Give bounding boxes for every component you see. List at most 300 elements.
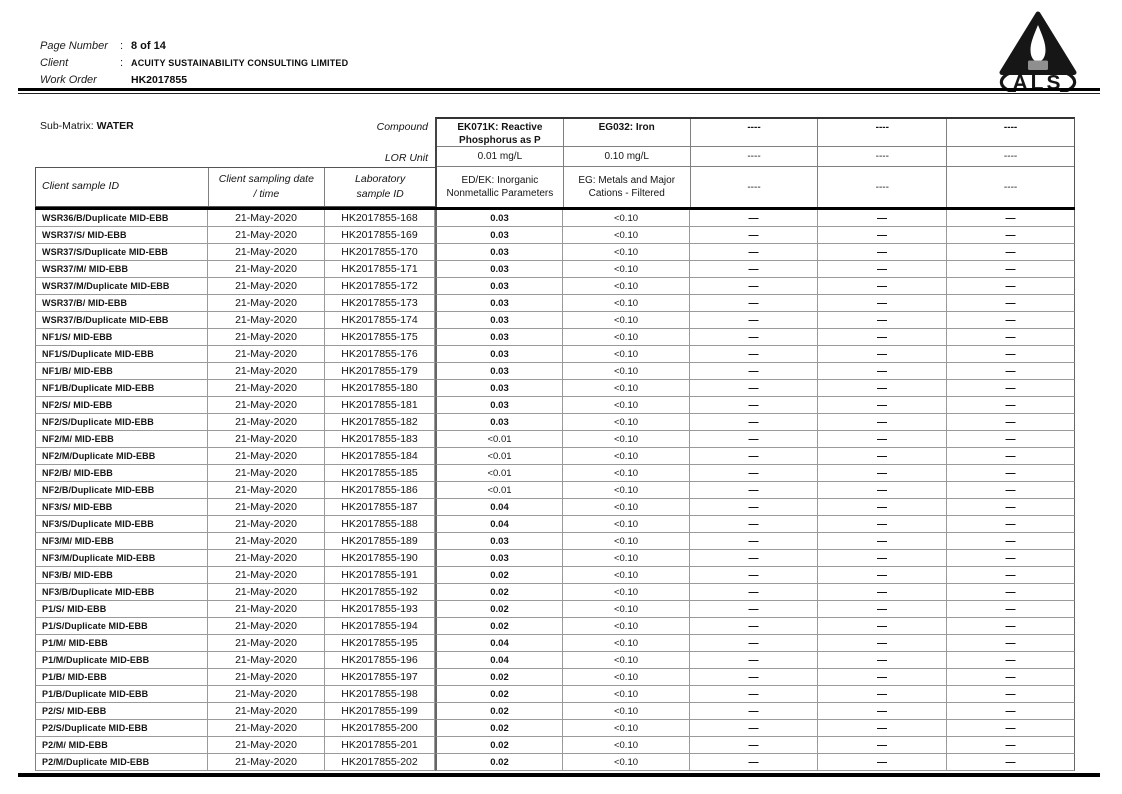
empty-result-cell: — bbox=[690, 720, 818, 737]
analyte-method-cell: ---- bbox=[1003, 181, 1018, 193]
sampling-date-cell: 21-May-2020 bbox=[208, 584, 325, 601]
empty-result-cell: — bbox=[690, 312, 818, 329]
empty-result-cell: — bbox=[947, 516, 1075, 533]
lab-sample-id-cell: HK2017855-179 bbox=[325, 363, 435, 380]
analyte-lor-unit-cell: 0.01 mg/L bbox=[437, 147, 563, 167]
empty-result-cell: — bbox=[818, 397, 947, 414]
client-sample-id-cell: WSR37/S/Duplicate MID-EBB bbox=[35, 244, 208, 261]
lab-sample-id-cell: HK2017855-172 bbox=[325, 278, 435, 295]
sampling-date-cell: 21-May-2020 bbox=[208, 720, 325, 737]
result-cell: <0.10 bbox=[563, 720, 690, 737]
empty-result-cell: — bbox=[818, 482, 947, 499]
lab-sample-id-cell: HK2017855-175 bbox=[325, 329, 435, 346]
empty-result-cell: — bbox=[947, 295, 1075, 312]
lab-sample-id-cell: HK2017855-190 bbox=[325, 550, 435, 567]
empty-result-cell: — bbox=[690, 737, 818, 754]
empty-result-cell: — bbox=[690, 448, 818, 465]
result-cell: <0.10 bbox=[563, 278, 690, 295]
sampling-date-cell: 21-May-2020 bbox=[208, 652, 325, 669]
analyte-compound-cell: ---- bbox=[691, 119, 818, 147]
client-sample-id-cell: NF2/S/Duplicate MID-EBB bbox=[35, 414, 208, 431]
result-cell: <0.10 bbox=[563, 244, 690, 261]
client-sample-id-cell: WSR37/B/Duplicate MID-EBB bbox=[35, 312, 208, 329]
result-cell: <0.10 bbox=[563, 363, 690, 380]
empty-result-cell: — bbox=[947, 380, 1075, 397]
empty-result-cell: — bbox=[818, 720, 947, 737]
result-cell: 0.03 bbox=[435, 397, 563, 414]
empty-result-cell: — bbox=[690, 618, 818, 635]
als-logo bbox=[988, 10, 1088, 92]
table-row bbox=[35, 380, 1075, 397]
result-cell: <0.10 bbox=[563, 567, 690, 584]
empty-result-cell: — bbox=[690, 329, 818, 346]
result-cell: <0.01 bbox=[435, 431, 563, 448]
client-sample-id-cell: NF3/B/ MID-EBB bbox=[35, 567, 208, 584]
empty-result-cell: — bbox=[690, 601, 818, 618]
empty-result-cell: — bbox=[947, 737, 1075, 754]
lab-sample-id-cell: HK2017855-197 bbox=[325, 669, 435, 686]
empty-result-cell: — bbox=[690, 363, 818, 380]
table-row bbox=[35, 363, 1075, 380]
empty-result-cell: — bbox=[947, 363, 1075, 380]
analyte-lor-unit-cell: ---- bbox=[818, 147, 946, 167]
empty-result-cell: — bbox=[947, 244, 1075, 261]
result-cell: <0.10 bbox=[563, 686, 690, 703]
footer-divider bbox=[18, 773, 1100, 777]
empty-result-cell: — bbox=[818, 584, 947, 601]
client-sample-id-cell: NF3/M/ MID-EBB bbox=[35, 533, 208, 550]
empty-result-cell: — bbox=[818, 261, 947, 278]
sampling-date-cell: 21-May-2020 bbox=[208, 482, 325, 499]
result-cell: 0.02 bbox=[435, 720, 563, 737]
result-cell: <0.10 bbox=[563, 703, 690, 720]
client-sample-id-cell: WSR36/B/Duplicate MID-EBB bbox=[35, 210, 208, 227]
client-sample-id-header: Client sample ID bbox=[36, 168, 209, 206]
result-cell: 0.04 bbox=[435, 499, 563, 516]
lab-sample-id-cell: HK2017855-189 bbox=[325, 533, 435, 550]
lab-sample-id-cell: HK2017855-199 bbox=[325, 703, 435, 720]
analyte-lor-unit-cell: ---- bbox=[947, 147, 1074, 167]
result-cell: <0.01 bbox=[435, 482, 563, 499]
result-cell: 0.03 bbox=[435, 346, 563, 363]
client-sample-id-cell: P2/S/Duplicate MID-EBB bbox=[35, 720, 208, 737]
client-sample-id-cell: WSR37/M/Duplicate MID-EBB bbox=[35, 278, 208, 295]
page-number-row bbox=[40, 37, 348, 54]
table-row bbox=[35, 567, 1075, 584]
sampling-date-cell: 21-May-2020 bbox=[208, 703, 325, 720]
empty-result-cell: — bbox=[818, 414, 947, 431]
empty-result-cell: — bbox=[690, 465, 818, 482]
table-row bbox=[35, 720, 1075, 737]
sampling-date-cell: 21-May-2020 bbox=[208, 380, 325, 397]
lab-sample-id-cell: HK2017855-201 bbox=[325, 737, 435, 754]
lab-sample-id-cell: HK2017855-184 bbox=[325, 448, 435, 465]
empty-result-cell: — bbox=[690, 346, 818, 363]
lab-sample-id-cell: HK2017855-176 bbox=[325, 346, 435, 363]
empty-result-cell: — bbox=[818, 652, 947, 669]
result-cell: 0.03 bbox=[435, 329, 563, 346]
lab-sample-id-cell: HK2017855-181 bbox=[325, 397, 435, 414]
analyte-method-cell: EG: Metals and Major Cations - Filtered bbox=[578, 175, 676, 199]
result-cell: <0.10 bbox=[563, 584, 690, 601]
table-row bbox=[35, 686, 1075, 703]
result-cell: 0.03 bbox=[435, 312, 563, 329]
sample-header bbox=[35, 167, 435, 207]
result-cell: 0.03 bbox=[435, 227, 563, 244]
empty-result-cell: — bbox=[690, 652, 818, 669]
sampling-date-cell: 21-May-2020 bbox=[208, 516, 325, 533]
analyte-header bbox=[435, 117, 1075, 207]
result-cell: <0.10 bbox=[563, 295, 690, 312]
work-order-value: HK2017855 bbox=[131, 73, 188, 86]
empty-result-cell: — bbox=[818, 431, 947, 448]
result-cell: 0.02 bbox=[435, 686, 563, 703]
results-table bbox=[35, 207, 1075, 771]
empty-result-cell: — bbox=[818, 346, 947, 363]
empty-result-cell: — bbox=[818, 618, 947, 635]
empty-result-cell: — bbox=[947, 312, 1075, 329]
client-sample-id-cell: NF3/B/Duplicate MID-EBB bbox=[35, 584, 208, 601]
lor-unit-label: LOR Unit bbox=[384, 152, 428, 164]
sampling-date-cell: 21-May-2020 bbox=[208, 244, 325, 261]
empty-result-cell: — bbox=[818, 533, 947, 550]
result-cell: 0.02 bbox=[435, 737, 563, 754]
result-cell: <0.10 bbox=[563, 754, 690, 771]
client-sample-id-cell: P2/M/ MID-EBB bbox=[35, 737, 208, 754]
empty-result-cell: — bbox=[818, 244, 947, 261]
empty-result-cell: — bbox=[818, 363, 947, 380]
lab-sample-id-cell: HK2017855-182 bbox=[325, 414, 435, 431]
lab-sample-id-cell: HK2017855-196 bbox=[325, 652, 435, 669]
table-row bbox=[35, 652, 1075, 669]
result-cell: 0.02 bbox=[435, 567, 563, 584]
table-row bbox=[35, 244, 1075, 261]
sampling-date-cell: 21-May-2020 bbox=[208, 448, 325, 465]
empty-result-cell: — bbox=[818, 703, 947, 720]
lab-sample-id-cell: HK2017855-174 bbox=[325, 312, 435, 329]
result-cell: <0.10 bbox=[563, 380, 690, 397]
client-sample-id-cell: WSR37/M/ MID-EBB bbox=[35, 261, 208, 278]
result-cell: 0.04 bbox=[435, 635, 563, 652]
empty-result-cell: — bbox=[818, 448, 947, 465]
table-row bbox=[35, 618, 1075, 635]
compound-label: Compound bbox=[376, 121, 428, 133]
result-cell: 0.04 bbox=[435, 652, 563, 669]
client-sample-id-cell: P1/S/ MID-EBB bbox=[35, 601, 208, 618]
result-cell: <0.10 bbox=[563, 312, 690, 329]
result-cell: <0.10 bbox=[563, 601, 690, 618]
result-cell: <0.10 bbox=[563, 431, 690, 448]
work-order-row bbox=[40, 71, 348, 88]
logo-burner bbox=[1028, 61, 1048, 71]
empty-result-cell: — bbox=[690, 499, 818, 516]
analyte-method-cell: ---- bbox=[875, 181, 889, 193]
empty-result-cell: — bbox=[690, 397, 818, 414]
colon: : bbox=[120, 39, 124, 52]
empty-result-cell: — bbox=[690, 584, 818, 601]
table-row bbox=[35, 210, 1075, 227]
table-row bbox=[35, 414, 1075, 431]
empty-result-cell: — bbox=[690, 482, 818, 499]
sampling-date-cell: 21-May-2020 bbox=[208, 669, 325, 686]
client-label: Client bbox=[40, 56, 69, 69]
analyte-lor-unit-cell: ---- bbox=[691, 147, 818, 167]
empty-result-cell: — bbox=[947, 618, 1075, 635]
lab-sample-id-cell: HK2017855-180 bbox=[325, 380, 435, 397]
sampling-date-cell: 21-May-2020 bbox=[208, 295, 325, 312]
sampling-date-cell: 21-May-2020 bbox=[208, 635, 325, 652]
client-sample-id-cell: P1/S/Duplicate MID-EBB bbox=[35, 618, 208, 635]
table-row bbox=[35, 533, 1075, 550]
analyte-column-header bbox=[690, 119, 818, 207]
work-order-label: Work Order bbox=[40, 73, 97, 86]
client-sample-id-cell: NF3/S/ MID-EBB bbox=[35, 499, 208, 516]
table-row bbox=[35, 635, 1075, 652]
result-cell: <0.10 bbox=[563, 261, 690, 278]
empty-result-cell: — bbox=[818, 686, 947, 703]
lab-sample-id-cell: HK2017855-200 bbox=[325, 720, 435, 737]
sub-matrix-label bbox=[40, 120, 134, 132]
client-sample-id-cell: P1/M/Duplicate MID-EBB bbox=[35, 652, 208, 669]
analyte-column-header bbox=[946, 119, 1074, 207]
empty-result-cell: — bbox=[690, 669, 818, 686]
empty-result-cell: — bbox=[818, 278, 947, 295]
result-cell: <0.10 bbox=[563, 227, 690, 244]
lab-sample-id-cell: HK2017855-195 bbox=[325, 635, 435, 652]
empty-result-cell: — bbox=[818, 465, 947, 482]
empty-result-cell: — bbox=[947, 227, 1075, 244]
result-cell: <0.10 bbox=[563, 618, 690, 635]
empty-result-cell: — bbox=[947, 431, 1075, 448]
empty-result-cell: — bbox=[690, 533, 818, 550]
empty-result-cell: — bbox=[690, 210, 818, 227]
sampling-date-cell: 21-May-2020 bbox=[208, 499, 325, 516]
empty-result-cell: — bbox=[947, 261, 1075, 278]
empty-result-cell: — bbox=[690, 431, 818, 448]
lab-sample-id-cell: HK2017855-185 bbox=[325, 465, 435, 482]
result-cell: <0.10 bbox=[563, 482, 690, 499]
result-cell: <0.10 bbox=[563, 533, 690, 550]
result-cell: 0.03 bbox=[435, 414, 563, 431]
analyte-method-cell: ---- bbox=[747, 181, 761, 193]
analyte-compound-cell: ---- bbox=[818, 119, 946, 147]
empty-result-cell: — bbox=[818, 295, 947, 312]
empty-result-cell: — bbox=[818, 380, 947, 397]
empty-result-cell: — bbox=[690, 754, 818, 771]
sub-matrix-value: WATER bbox=[96, 120, 134, 132]
client-sample-id-cell: WSR37/B/ MID-EBB bbox=[35, 295, 208, 312]
empty-result-cell: — bbox=[947, 482, 1075, 499]
client-sample-id-cell: NF3/S/Duplicate MID-EBB bbox=[35, 516, 208, 533]
result-cell: <0.10 bbox=[563, 669, 690, 686]
result-cell: 0.02 bbox=[435, 669, 563, 686]
client-sample-id-cell: NF2/S/ MID-EBB bbox=[35, 397, 208, 414]
lab-sample-id-cell: HK2017855-173 bbox=[325, 295, 435, 312]
client-sample-id-cell: NF2/M/Duplicate MID-EBB bbox=[35, 448, 208, 465]
sampling-date-cell: 21-May-2020 bbox=[208, 261, 325, 278]
table-row bbox=[35, 584, 1075, 601]
analyte-column-header bbox=[817, 119, 946, 207]
empty-result-cell: — bbox=[690, 278, 818, 295]
result-cell: 0.03 bbox=[435, 210, 563, 227]
result-cell: 0.03 bbox=[435, 380, 563, 397]
result-cell: <0.01 bbox=[435, 465, 563, 482]
result-cell: 0.02 bbox=[435, 601, 563, 618]
empty-result-cell: — bbox=[818, 635, 947, 652]
result-cell: <0.10 bbox=[563, 499, 690, 516]
sampling-date-cell: 21-May-2020 bbox=[208, 618, 325, 635]
client-sample-id-cell: NF1/S/Duplicate MID-EBB bbox=[35, 346, 208, 363]
client-sample-id-cell: P2/M/Duplicate MID-EBB bbox=[35, 754, 208, 771]
lab-sample-id-cell: HK2017855-194 bbox=[325, 618, 435, 635]
result-cell: 0.02 bbox=[435, 703, 563, 720]
table-row bbox=[35, 703, 1075, 720]
lab-sample-id-cell: HK2017855-171 bbox=[325, 261, 435, 278]
sampling-date-cell: 21-May-2020 bbox=[208, 278, 325, 295]
analyte-column-header bbox=[563, 119, 690, 207]
analyte-compound-cell: EG032: Iron bbox=[564, 119, 690, 147]
empty-result-cell: — bbox=[947, 754, 1075, 771]
sampling-date-cell: 21-May-2020 bbox=[208, 737, 325, 754]
result-cell: <0.10 bbox=[563, 329, 690, 346]
table-row bbox=[35, 737, 1075, 754]
sampling-date-cell: 21-May-2020 bbox=[208, 329, 325, 346]
result-cell: <0.10 bbox=[563, 346, 690, 363]
lab-sample-id-cell: HK2017855-183 bbox=[325, 431, 435, 448]
table-row bbox=[35, 329, 1075, 346]
empty-result-cell: — bbox=[690, 686, 818, 703]
table-row bbox=[35, 227, 1075, 244]
empty-result-cell: — bbox=[818, 329, 947, 346]
sampling-date-cell: 21-May-2020 bbox=[208, 550, 325, 567]
table-row bbox=[35, 754, 1075, 771]
empty-result-cell: — bbox=[818, 516, 947, 533]
empty-result-cell: — bbox=[690, 244, 818, 261]
result-cell: 0.03 bbox=[435, 363, 563, 380]
table-row bbox=[35, 669, 1075, 686]
client-sample-id-cell: P2/S/ MID-EBB bbox=[35, 703, 208, 720]
table-row bbox=[35, 465, 1075, 482]
sampling-date-cell: 21-May-2020 bbox=[208, 363, 325, 380]
result-cell: 0.02 bbox=[435, 584, 563, 601]
empty-result-cell: — bbox=[818, 227, 947, 244]
empty-result-cell: — bbox=[947, 465, 1075, 482]
empty-result-cell: — bbox=[947, 499, 1075, 516]
client-sample-id-cell: P1/B/ MID-EBB bbox=[35, 669, 208, 686]
empty-result-cell: — bbox=[690, 567, 818, 584]
lab-sample-id-cell: HK2017855-186 bbox=[325, 482, 435, 499]
table-row bbox=[35, 550, 1075, 567]
result-cell: <0.10 bbox=[563, 516, 690, 533]
header-divider bbox=[18, 88, 1100, 94]
result-cell: 0.04 bbox=[435, 516, 563, 533]
lab-sample-id-cell: HK2017855-187 bbox=[325, 499, 435, 516]
result-cell: <0.10 bbox=[563, 210, 690, 227]
lab-sample-id-cell: HK2017855-192 bbox=[325, 584, 435, 601]
table-row bbox=[35, 448, 1075, 465]
empty-result-cell: — bbox=[690, 516, 818, 533]
result-cell: <0.10 bbox=[563, 448, 690, 465]
result-cell: <0.10 bbox=[563, 465, 690, 482]
empty-result-cell: — bbox=[947, 397, 1075, 414]
sampling-date-cell: 21-May-2020 bbox=[208, 227, 325, 244]
empty-result-cell: — bbox=[818, 312, 947, 329]
sampling-date-cell: 21-May-2020 bbox=[208, 601, 325, 618]
empty-result-cell: — bbox=[818, 550, 947, 567]
empty-result-cell: — bbox=[818, 754, 947, 771]
lab-sample-id-header: Laboratory sample ID bbox=[355, 172, 406, 200]
page-header bbox=[40, 37, 348, 88]
empty-result-cell: — bbox=[690, 703, 818, 720]
result-cell: <0.10 bbox=[563, 737, 690, 754]
result-cell: <0.10 bbox=[563, 550, 690, 567]
result-cell: <0.10 bbox=[563, 414, 690, 431]
table-row bbox=[35, 397, 1075, 414]
lab-sample-id-cell: HK2017855-193 bbox=[325, 601, 435, 618]
table-row bbox=[35, 261, 1075, 278]
result-cell: 0.03 bbox=[435, 295, 563, 312]
client-sample-id-cell: NF1/B/Duplicate MID-EBB bbox=[35, 380, 208, 397]
empty-result-cell: — bbox=[947, 567, 1075, 584]
sampling-date-cell: 21-May-2020 bbox=[208, 397, 325, 414]
result-cell: 0.02 bbox=[435, 618, 563, 635]
sampling-date-cell: 21-May-2020 bbox=[208, 210, 325, 227]
sampling-date-cell: 21-May-2020 bbox=[208, 567, 325, 584]
empty-result-cell: — bbox=[690, 261, 818, 278]
als-logo-graphic bbox=[988, 10, 1088, 92]
result-cell: 0.03 bbox=[435, 278, 563, 295]
sampling-date-cell: 21-May-2020 bbox=[208, 465, 325, 482]
table-row bbox=[35, 431, 1075, 448]
page-number-value: 8 of 14 bbox=[131, 39, 166, 52]
table-row bbox=[35, 499, 1075, 516]
empty-result-cell: — bbox=[818, 737, 947, 754]
empty-result-cell: — bbox=[690, 295, 818, 312]
sampling-date-header: Client sampling date / time bbox=[209, 168, 326, 206]
empty-result-cell: — bbox=[818, 567, 947, 584]
client-sample-id-cell: WSR37/S/ MID-EBB bbox=[35, 227, 208, 244]
empty-result-cell: — bbox=[690, 380, 818, 397]
client-sample-id-cell: NF1/B/ MID-EBB bbox=[35, 363, 208, 380]
client-sample-id-cell: P1/B/Duplicate MID-EBB bbox=[35, 686, 208, 703]
empty-result-cell: — bbox=[690, 414, 818, 431]
sub-matrix-caption: Sub-Matrix: bbox=[40, 120, 94, 132]
client-sample-id-cell: NF1/S/ MID-EBB bbox=[35, 329, 208, 346]
empty-result-cell: — bbox=[947, 652, 1075, 669]
sampling-date-cell: 21-May-2020 bbox=[208, 533, 325, 550]
empty-result-cell: — bbox=[947, 210, 1075, 227]
client-sample-id-cell: NF3/M/Duplicate MID-EBB bbox=[35, 550, 208, 567]
result-cell: <0.01 bbox=[435, 448, 563, 465]
analyte-compound-cell: EK071K: Reactive Phosphorus as P bbox=[437, 119, 563, 147]
result-cell: <0.10 bbox=[563, 635, 690, 652]
lab-sample-id-cell: HK2017855-191 bbox=[325, 567, 435, 584]
table-row bbox=[35, 346, 1075, 363]
result-cell: 0.03 bbox=[435, 261, 563, 278]
client-sample-id-cell: NF2/M/ MID-EBB bbox=[35, 431, 208, 448]
lab-sample-id-cell: HK2017855-170 bbox=[325, 244, 435, 261]
table-row bbox=[35, 312, 1075, 329]
result-cell: 0.02 bbox=[435, 754, 563, 771]
sampling-date-cell: 21-May-2020 bbox=[208, 346, 325, 363]
analyte-column-header bbox=[437, 119, 563, 207]
result-cell: 0.03 bbox=[435, 244, 563, 261]
table-row bbox=[35, 482, 1075, 499]
empty-result-cell: — bbox=[947, 584, 1075, 601]
sampling-date-cell: 21-May-2020 bbox=[208, 431, 325, 448]
empty-result-cell: — bbox=[818, 499, 947, 516]
empty-result-cell: — bbox=[690, 550, 818, 567]
